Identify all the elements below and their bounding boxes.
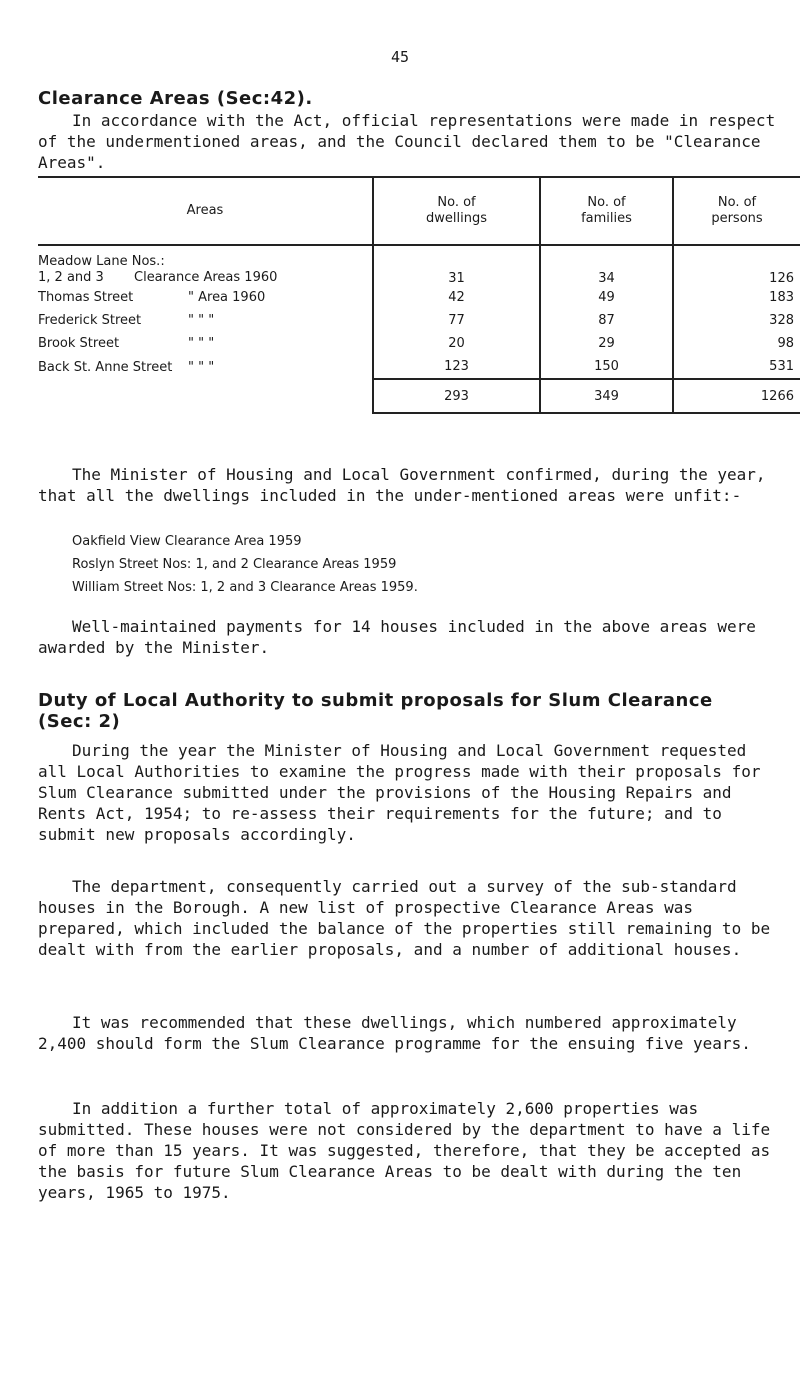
clearance-areas-heading: Clearance Areas (Sec:42). [38, 88, 313, 109]
clearance-areas-table [38, 176, 800, 414]
total-families: 349 [540, 379, 673, 413]
row-dwellings: 42 [373, 286, 540, 309]
header-persons: No. of persons [673, 177, 800, 245]
total-dwellings: 293 [373, 379, 540, 413]
table-row [38, 355, 800, 379]
list-item: Roslyn Street Nos: 1, and 2 Clearance Areas 1959 [72, 557, 397, 572]
row-families: 34 [540, 245, 673, 286]
row-persons: 98 [673, 332, 800, 355]
duty-paragraph-3: It was recommended that these dwellings, which numbered approximately 2,400 should form the Slum Clearance programme for the ensuing five years. [38, 1013, 751, 1053]
row-persons: 183 [673, 286, 800, 309]
row-area-name: Back St. Anne Street " " " [38, 359, 215, 375]
row-area-name: Thomas Street " Area 1960 [38, 290, 266, 305]
unfit-areas-list [72, 530, 418, 599]
row-area-name: Meadow Lane Nos.: 1, 2 and 3 Clearance Areas 1960 [38, 254, 278, 285]
clearance-areas-paragraph: In accordance with the Act, official representations were made in respect of the undermentioned areas, and the Council declared them to be "Clearance Areas". [38, 111, 776, 172]
row-persons: 328 [673, 309, 800, 332]
total-persons: 1266 [673, 379, 800, 413]
list-item: Oakfield View Clearance Area 1959 [72, 534, 302, 549]
row-area-name: Frederick Street " " " [38, 313, 215, 328]
table-row [38, 286, 800, 309]
row-area-name: Brook Street " " " [38, 336, 215, 351]
unfit-paragraph: The Minister of Housing and Local Government confirmed, during the year, that all the dwellings included in the under-mentioned areas were unfit:- [38, 465, 766, 505]
table-row [38, 332, 800, 355]
duty-paragraph-1: During the year the Minister of Housing and Local Government requested all Local Authorities to examine the progress made with their proposals for Slum Clearance submitted under the provisions of the Housing Repairs and Rents Act, 1954; to re-assess their requirements for the future; and to submit new proposals accordingly. [38, 741, 761, 844]
row-persons: 531 [673, 355, 800, 379]
row-families: 87 [540, 309, 673, 332]
row-dwellings: 123 [373, 355, 540, 379]
row-dwellings: 20 [373, 332, 540, 355]
list-item: William Street Nos: 1, 2 and 3 Clearance Areas 1959. [72, 580, 418, 595]
duty-heading: Duty of Local Authority to submit proposals for Slum Clearance (Sec: 2) [38, 690, 713, 732]
table-row [38, 309, 800, 332]
header-areas: Areas [38, 177, 373, 245]
duty-paragraph-4: In addition a further total of approximately 2,600 properties was submitted. These houses were not considered by the department to have a life of more than 15 years. It was suggested, therefore, that they be accepted as the basis for future Slum Clearance Areas to be dealt with during the ten years, 1965 to 1975. [38, 1099, 771, 1202]
row-dwellings: 31 [373, 245, 540, 286]
row-families: 29 [540, 332, 673, 355]
table-total-row [38, 379, 800, 413]
table-header-row [38, 177, 800, 245]
row-persons: 126 [673, 245, 800, 286]
duty-paragraph-2: The department, consequently carried out a survey of the sub-standard houses in the Borough. A new list of prospective Clearance Areas was prepared, which included the balance of the properties still remaining to be dealt with from the earlier proposals, and a number of additional houses. [38, 877, 771, 959]
payments-paragraph: Well-maintained payments for 14 houses included in the above areas were awarded by the Minister. [38, 617, 756, 657]
row-families: 49 [540, 286, 673, 309]
row-dwellings: 77 [373, 309, 540, 332]
row-families: 150 [540, 355, 673, 379]
table-row [38, 245, 800, 286]
page-number: 45 [390, 48, 410, 66]
header-dwellings: No. of dwellings [373, 177, 540, 245]
header-families: No. of families [540, 177, 673, 245]
